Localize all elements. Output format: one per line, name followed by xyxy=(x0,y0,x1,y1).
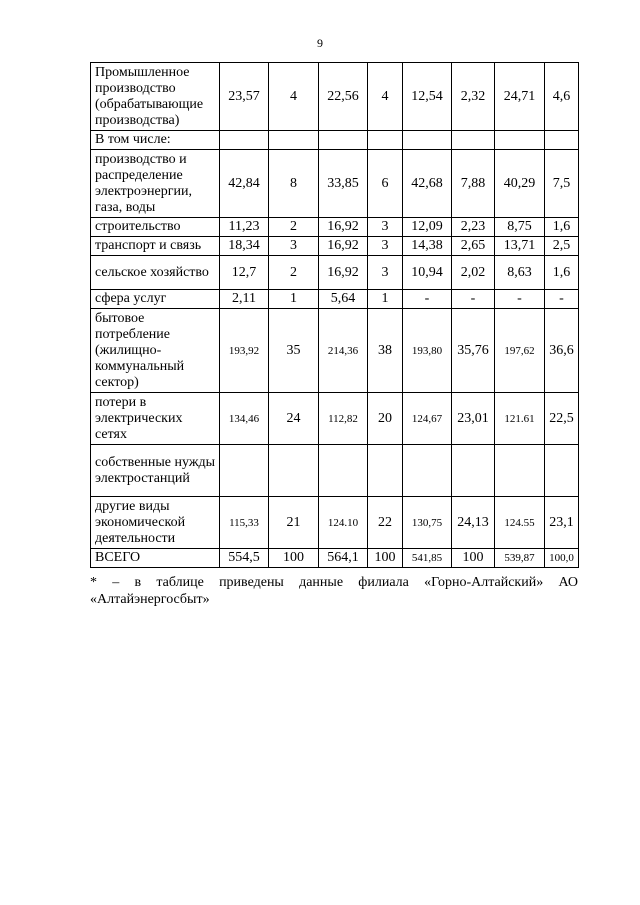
table-cell: 3 xyxy=(269,237,319,256)
table-row xyxy=(91,237,579,256)
row-label: другие виды экономической деятельности xyxy=(91,497,220,549)
table-cell: 4 xyxy=(269,63,319,131)
table-cell: 115,33 xyxy=(220,497,269,549)
table-cell: 13,71 xyxy=(495,237,545,256)
row-label: бытовое потребление (жилищно-коммунальный сектор) xyxy=(91,309,220,393)
row-label: Промышленное производство (обрабатывающие производства) xyxy=(91,63,220,131)
table-row xyxy=(91,256,579,290)
table-cell: - xyxy=(495,290,545,309)
table-cell: 539,87 xyxy=(495,549,545,568)
table-cell: 12,54 xyxy=(403,63,452,131)
table-row xyxy=(91,218,579,237)
table-cell: 1,6 xyxy=(545,218,579,237)
table-row xyxy=(91,549,579,568)
row-label: В том числе: xyxy=(91,131,220,150)
table-cell: 1,6 xyxy=(545,256,579,290)
table-row xyxy=(91,309,579,393)
table-cell: 100 xyxy=(452,549,495,568)
table-cell: 4,6 xyxy=(545,63,579,131)
table-cell: 2,23 xyxy=(452,218,495,237)
table-cell: 124.55 xyxy=(495,497,545,549)
table-row xyxy=(91,290,579,309)
row-label: ВСЕГО xyxy=(91,549,220,568)
table-cell: 3 xyxy=(368,218,403,237)
table-cell: 6 xyxy=(368,150,403,218)
table-cell: 35,76 xyxy=(452,309,495,393)
table-cell: 22,5 xyxy=(545,393,579,445)
table-cell: 14,38 xyxy=(403,237,452,256)
table-cell: 112,82 xyxy=(319,393,368,445)
table-cell xyxy=(368,131,403,150)
table-cell xyxy=(319,445,368,497)
table-cell: 42,68 xyxy=(403,150,452,218)
table-row xyxy=(91,63,579,131)
table-cell xyxy=(452,131,495,150)
table-cell: 23,1 xyxy=(545,497,579,549)
table-cell: 22,56 xyxy=(319,63,368,131)
table-cell xyxy=(403,445,452,497)
row-label: потери в электрических сетях xyxy=(91,393,220,445)
table-cell: 124,67 xyxy=(403,393,452,445)
table-cell xyxy=(495,131,545,150)
table-cell xyxy=(545,445,579,497)
table-cell: 100 xyxy=(368,549,403,568)
table-cell xyxy=(545,131,579,150)
table-cell: 130,75 xyxy=(403,497,452,549)
table-cell: 36,6 xyxy=(545,309,579,393)
table-cell xyxy=(319,131,368,150)
table-cell: 24 xyxy=(269,393,319,445)
table-cell: 1 xyxy=(368,290,403,309)
energy-consumption-table xyxy=(90,62,579,568)
table-cell: 100 xyxy=(269,549,319,568)
table-cell: 8 xyxy=(269,150,319,218)
table-row xyxy=(91,150,579,218)
table-cell: 11,23 xyxy=(220,218,269,237)
table-cell: 2,65 xyxy=(452,237,495,256)
table-cell: 20 xyxy=(368,393,403,445)
table-row xyxy=(91,131,579,150)
table-cell: 5,64 xyxy=(319,290,368,309)
table-cell: 121.61 xyxy=(495,393,545,445)
table-cell: 2,02 xyxy=(452,256,495,290)
table-cell: 33,85 xyxy=(319,150,368,218)
table-cell: 23,01 xyxy=(452,393,495,445)
table-cell: 18,34 xyxy=(220,237,269,256)
table-cell: 10,94 xyxy=(403,256,452,290)
table-cell: 193,92 xyxy=(220,309,269,393)
table-cell: 2,5 xyxy=(545,237,579,256)
table-cell: 24,71 xyxy=(495,63,545,131)
table-cell: 40,29 xyxy=(495,150,545,218)
table-cell: 38 xyxy=(368,309,403,393)
table-cell: 12,7 xyxy=(220,256,269,290)
table-cell: 16,92 xyxy=(319,256,368,290)
table-cell: 2 xyxy=(269,256,319,290)
table-cell xyxy=(220,445,269,497)
page-number: 9 xyxy=(317,36,323,50)
table-cell: 42,84 xyxy=(220,150,269,218)
table-cell: 12,09 xyxy=(403,218,452,237)
table-cell xyxy=(220,131,269,150)
table-cell xyxy=(269,131,319,150)
table-cell: - xyxy=(545,290,579,309)
table-cell: 4 xyxy=(368,63,403,131)
row-label: сельское хозяйство xyxy=(91,256,220,290)
table-cell xyxy=(368,445,403,497)
table-cell: 2,32 xyxy=(452,63,495,131)
table-cell: 22 xyxy=(368,497,403,549)
table-cell: 124.10 xyxy=(319,497,368,549)
table-cell: 541,85 xyxy=(403,549,452,568)
row-label: транспорт и связь xyxy=(91,237,220,256)
table-cell: 1 xyxy=(269,290,319,309)
table-cell: 8,63 xyxy=(495,256,545,290)
table-cell: 23,57 xyxy=(220,63,269,131)
table-cell: 3 xyxy=(368,237,403,256)
table-row xyxy=(91,445,579,497)
table-cell: 21 xyxy=(269,497,319,549)
table-cell: - xyxy=(403,290,452,309)
table-cell: 193,80 xyxy=(403,309,452,393)
row-label: производство и распределение электроэнергии, газа, воды xyxy=(91,150,220,218)
row-label: собственные нужды электростанций xyxy=(91,445,220,497)
table-cell: 7,88 xyxy=(452,150,495,218)
table-footnote: * – в таблице приведены данные филиала «Горно-Алтайский» АО «Алтайэнергосбыт» xyxy=(90,575,578,607)
row-label: строительство xyxy=(91,218,220,237)
table-cell xyxy=(495,445,545,497)
table-cell: 2 xyxy=(269,218,319,237)
table-cell: 8,75 xyxy=(495,218,545,237)
table-cell: 100,0 xyxy=(545,549,579,568)
table-cell: 564,1 xyxy=(319,549,368,568)
table-cell xyxy=(269,445,319,497)
table-cell: 2,11 xyxy=(220,290,269,309)
table-row xyxy=(91,497,579,549)
table-cell: 554,5 xyxy=(220,549,269,568)
table-cell xyxy=(403,131,452,150)
table-cell: 24,13 xyxy=(452,497,495,549)
table-cell: - xyxy=(452,290,495,309)
table-cell: 7,5 xyxy=(545,150,579,218)
table-row xyxy=(91,393,579,445)
table-cell: 214,36 xyxy=(319,309,368,393)
table-cell xyxy=(452,445,495,497)
table-cell: 134,46 xyxy=(220,393,269,445)
table-cell: 16,92 xyxy=(319,218,368,237)
table-cell: 197,62 xyxy=(495,309,545,393)
table-cell: 35 xyxy=(269,309,319,393)
table-cell: 3 xyxy=(368,256,403,290)
row-label: сфера услуг xyxy=(91,290,220,309)
table-cell: 16,92 xyxy=(319,237,368,256)
